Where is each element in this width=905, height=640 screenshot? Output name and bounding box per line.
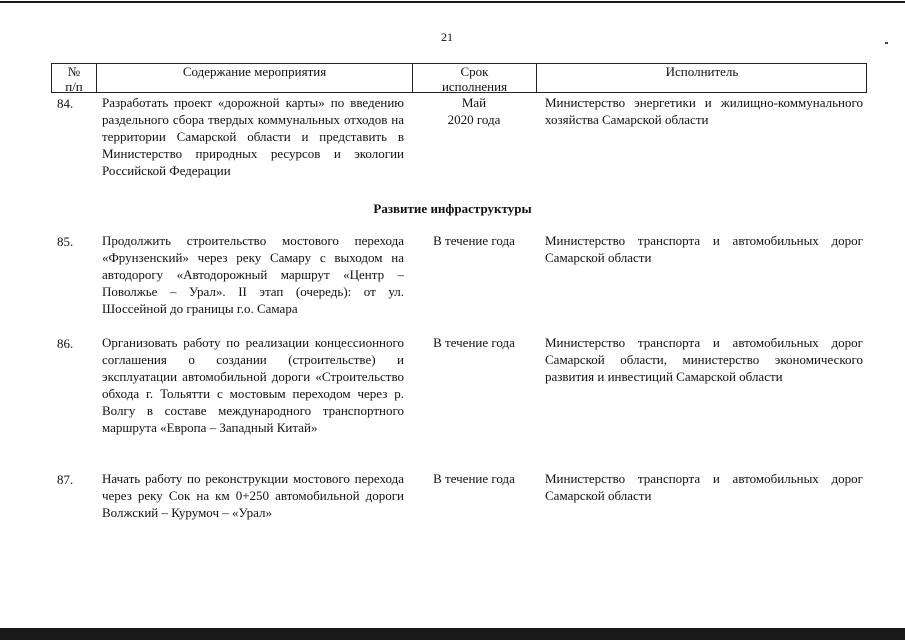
row-content: Разработать проект «дорожной карты» по введению раздельного сбора твердых коммунальных отходов на территории Самарской области и представить в Министерство природных ресурсов и экологии Российской Федерации	[102, 95, 404, 178]
row-term: Май 2020 года	[447, 95, 501, 127]
row-content: Продолжить строительство мостового перехода «Фрунзенский» через реку Самару с выходом на автодорогу «Автодорожный маршрут «Центр – Поволжье – Урал». II этап (очередь): от ул. Шоссейной до границы г.о. Самара	[102, 233, 404, 316]
row-term: В течение года	[433, 471, 515, 486]
scan-top-border	[0, 1, 905, 3]
section-title: Развитие инфраструктуры	[373, 201, 532, 216]
row-executor: Министерство энергетики и жилищно-коммунального хозяйства Самарской области	[545, 95, 863, 127]
scan-artifact	[885, 42, 888, 44]
row-content: Начать работу по реконструкции мостового перехода через реку Сок на км 0+250 автомобильной дороги Волжский – Курумоч – «Урал»	[102, 471, 404, 520]
row-executor: Министерство транспорта и автомобильных дорог Самарской области	[545, 471, 863, 503]
scan-bottom-border	[0, 628, 905, 640]
row-number: 87.	[57, 472, 74, 487]
header-executor: Исполнитель	[665, 64, 739, 79]
row-executor: Министерство транспорта и автомобильных дорог Самарской области, министерство экономического развития и инвестиций Самарской области	[545, 335, 863, 384]
row-number: 86.	[57, 336, 74, 351]
row-number: 85.	[57, 234, 74, 249]
row-term: В течение года	[433, 233, 515, 248]
row-term: В течение года	[433, 335, 515, 350]
row-number: 84.	[57, 96, 74, 111]
page-number: 21	[441, 30, 453, 44]
row-executor: Министерство транспорта и автомобильных дорог Самарской области	[545, 233, 863, 265]
row-content: Организовать работу по реализации концессионного соглашения о создании (строительстве) и эксплуатации автомобильной дороги «Строительство обхода г. Тольятти с мостовым переходом через р. Волгу в составе международного транспортного маршрута «Европа – Западный Китай»	[102, 335, 404, 435]
header-content: Содержание мероприятия	[182, 64, 327, 79]
header-term: Срок исполнения	[441, 64, 508, 94]
header-number: № п/п	[65, 64, 83, 94]
